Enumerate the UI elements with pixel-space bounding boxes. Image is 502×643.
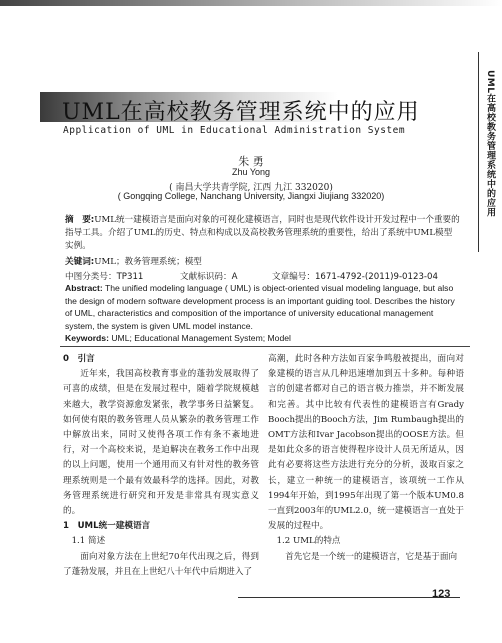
keywords-cn xyxy=(65,255,202,267)
affiliation-en: ( Gongqing College, Nanchang University, Jiangxi Jiujiang 332020) xyxy=(117,191,385,201)
heading-overview: 1.1 简述 xyxy=(71,536,106,547)
author-en: Zhu Yong xyxy=(231,167,271,177)
paragraph-overview: 面向对象方法在上世纪70年代出现之后，得到了蓬勃发展，并且在上世纪八十年代中后期进入了 xyxy=(63,551,259,577)
heading-introduction: 0 引言 xyxy=(63,354,95,364)
keywords-en-label: Keywords: xyxy=(65,333,109,343)
clc-number: 中图分类号：TP311 xyxy=(65,272,144,282)
keywords-en-text: UML; Educational Management System; Model xyxy=(111,333,291,343)
keywords-en xyxy=(65,333,291,343)
paper-subtitle-en: Application of UML in Educational Administration System xyxy=(63,125,406,136)
abstract-cn-text: UML统一建模语言是面向对象的可视化建模语言，同时也是现代软件设计开发过程中一个重要的指导工具。介绍了UML的历史、特点和构成以及高校教务管理系统的重要性，给出了系统中UML模型实例。 xyxy=(65,215,460,251)
abstract-cn xyxy=(65,214,460,253)
author-cn: 朱 勇 xyxy=(238,155,264,168)
page-number: 123 xyxy=(432,588,451,600)
article-number: 文章编号：1671-4792-(2011)9-0123-04 xyxy=(272,272,438,282)
paragraph-intro: 近年来，我国高校教育事业的蓬勃发展取得了可喜的成绩，但是在发展过程中，随着学院规模越来越大，教学资源愈发紧张，教学事务日益繁复。如何使有限的教务管理人员从繁杂的教务管理工作中解放出来，同时又使得各项工作有条不紊地进行，对一个高校来说，是迫解决在教务工作中出现的以上问题，使用一个通用而又有针对性的教务管理系统则是一个最有效最科学的选择。因此，对教务管理系统进行研究和开发是非常具有现实意义的。 xyxy=(63,369,259,517)
affiliation-cn: ( 南昌大学共青学院, 江西 九江 332020) xyxy=(169,183,333,193)
paper-title: UML在高校教务管理系统中的应用 xyxy=(62,100,420,125)
running-header-tab xyxy=(478,52,501,252)
abstract-cn-label: 摘 要: xyxy=(65,215,95,225)
running-header-text: UML在高校教务管理系统中的应用 xyxy=(485,70,495,217)
abstract-en-label: Abstract: xyxy=(65,283,103,293)
paragraph-features: 首先它是一个统一的建模语言，它是基于面向 xyxy=(285,551,458,562)
heading-uml-features: 1.2 UML的特点 xyxy=(276,536,341,547)
keywords-cn-text: UML；教务管理系统；模型 xyxy=(94,257,202,267)
abstract-en-text: The unified modeling language ( UML) is object-oriented visual modeling language, but also the design of modern software development process is an important guiding tool. Describes the history of UML, characteristics and composition of the importance of university educational management system, the system is given UML model instance. xyxy=(65,283,455,331)
heading-uml: 1 UML统一建模语言 xyxy=(63,521,151,532)
header-gradient-bar xyxy=(0,0,502,6)
abstract-en xyxy=(65,282,460,332)
right-column xyxy=(268,352,464,565)
paragraph-history: 高潮，此时各种方法如百家争鸣般被提出，面向对象建模的语言从几种迅速增加到五十多种。每种语言的创建者都对自己的语言极力推崇，并不断发展和完善。其中比较有代表性的建模语言有Grady Booch提出的Booch方法，Jim Rumbaugh提出的OMT方法和Ivar Jacobson提出的OOSE方法。但是如此众多的语言使得程序设计人员无所适从，因此有必要将这些方法进行充分的分析，汲取百家之长，建立一种统一的建模语言，该项统一工作从1994年开始，到1995年出现了第一个版本UM0.8一直到2003年的UML2.0，统一建模语言一直处于发展的过程中。 xyxy=(268,354,464,532)
left-column xyxy=(63,352,259,580)
keywords-cn-label: 关键词: xyxy=(65,257,95,267)
footer-rule xyxy=(238,597,460,598)
document-code: 文献标识码：A xyxy=(180,272,238,282)
section-divider xyxy=(60,346,470,347)
